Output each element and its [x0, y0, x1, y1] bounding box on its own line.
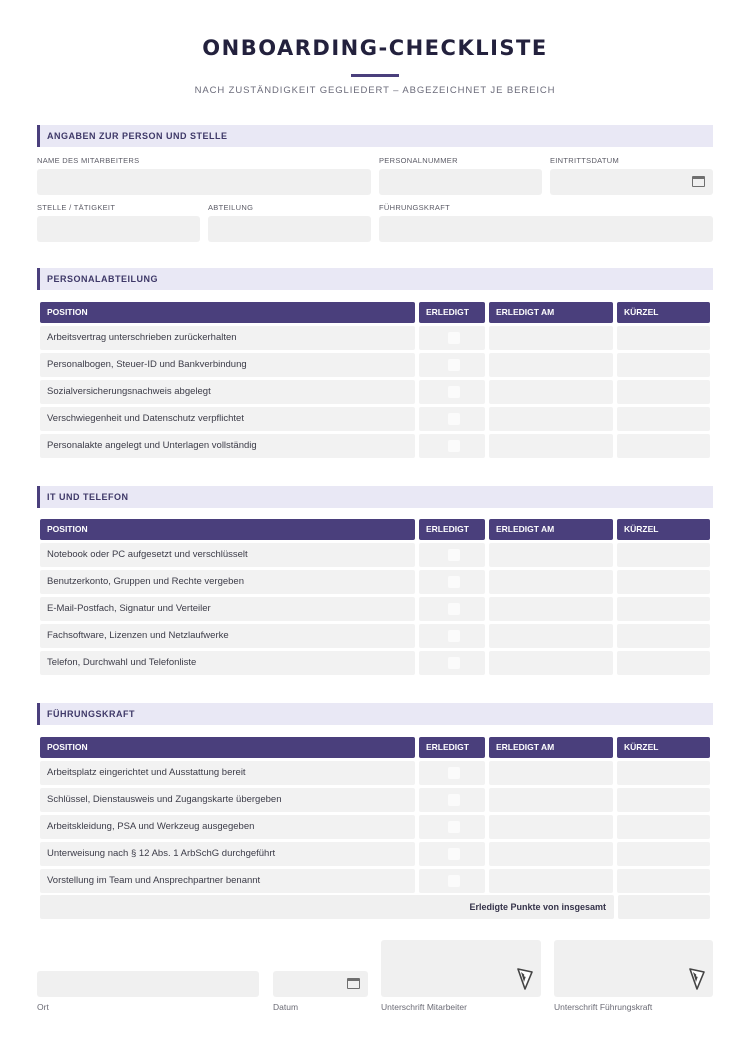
- calendar-icon[interactable]: [692, 176, 705, 187]
- done-cell: [419, 543, 485, 567]
- row-task: Arbeitsvertrag unterschrieben zurückerhalten: [40, 326, 415, 350]
- row-task: Notebook oder PC aufgesetzt und verschlüsselt: [40, 543, 415, 567]
- table-row: [40, 434, 710, 458]
- row-task: Fachsoftware, Lizenzen und Netzlaufwerke: [40, 624, 415, 648]
- done-on-field[interactable]: [489, 761, 613, 785]
- done-checkbox[interactable]: [448, 794, 460, 806]
- done-cell: [419, 788, 485, 812]
- initials-field[interactable]: [617, 869, 710, 893]
- done-cell: [419, 815, 485, 839]
- row-task: Telefon, Durchwahl und Telefonliste: [40, 651, 415, 675]
- done-cell: [419, 869, 485, 893]
- table-header: [40, 519, 710, 540]
- done-on-field[interactable]: [489, 624, 613, 648]
- row-task: Personalakte angelegt und Unterlagen vollständig: [40, 434, 415, 458]
- section-heading-it: IT UND TELEFON: [37, 486, 713, 508]
- initials-field[interactable]: [617, 761, 710, 785]
- col-initials: KÜRZEL: [617, 737, 710, 758]
- col-done-on: ERLEDIGT AM: [489, 737, 613, 758]
- done-checkbox[interactable]: [448, 821, 460, 833]
- col-done: ERLEDIGT: [419, 737, 485, 758]
- table-row: [40, 788, 710, 812]
- done-on-field[interactable]: [489, 788, 613, 812]
- initials-field[interactable]: [617, 624, 710, 648]
- col-done: ERLEDIGT: [419, 519, 485, 540]
- done-checkbox[interactable]: [448, 630, 460, 642]
- start-date-field[interactable]: [550, 169, 713, 195]
- row-task: Vorstellung im Team und Ansprechpartner benannt: [40, 869, 415, 893]
- done-checkbox[interactable]: [448, 413, 460, 425]
- col-done: ERLEDIGT: [419, 302, 485, 323]
- table-row: [40, 761, 710, 785]
- initials-field[interactable]: [617, 788, 710, 812]
- table-row: [40, 624, 710, 648]
- manager-signature-label: Unterschrift Führungskraft: [554, 1002, 653, 1012]
- done-cell: [419, 434, 485, 458]
- done-cell: [419, 326, 485, 350]
- done-on-field[interactable]: [489, 869, 613, 893]
- place-field[interactable]: [37, 971, 259, 997]
- table-row: [40, 543, 710, 567]
- employee-signature-label: Unterschrift Mitarbeiter: [381, 1002, 467, 1012]
- done-checkbox[interactable]: [448, 767, 460, 779]
- manager-checklist-table: [40, 737, 710, 892]
- place-label: Ort: [37, 1002, 49, 1012]
- position-label: STELLE / TÄTIGKEIT: [37, 203, 116, 212]
- done-on-field[interactable]: [489, 407, 613, 431]
- manager-label: FÜHRUNGSKRAFT: [379, 203, 450, 212]
- done-cell: [419, 407, 485, 431]
- initials-field[interactable]: [617, 815, 710, 839]
- row-task: Personalbogen, Steuer-ID und Bankverbindung: [40, 353, 415, 377]
- done-cell: [419, 842, 485, 866]
- table-row: [40, 353, 710, 377]
- initials-field[interactable]: [617, 570, 710, 594]
- done-on-field[interactable]: [489, 597, 613, 621]
- done-checkbox[interactable]: [448, 359, 460, 371]
- personnel-no-label: PERSONALNUMMER: [379, 156, 458, 165]
- done-checkbox[interactable]: [448, 657, 460, 669]
- done-cell: [419, 597, 485, 621]
- section-heading-person: ANGABEN ZUR PERSON UND STELLE: [37, 125, 713, 147]
- initials-field[interactable]: [617, 380, 710, 404]
- section-heading-manager: FÜHRUNGSKRAFT: [37, 703, 713, 725]
- done-cell: [419, 570, 485, 594]
- col-done-on: ERLEDIGT AM: [489, 302, 613, 323]
- done-on-field[interactable]: [489, 570, 613, 594]
- done-checkbox[interactable]: [448, 848, 460, 860]
- employee-name-field[interactable]: [37, 169, 371, 195]
- table-row: [40, 380, 710, 404]
- section-heading-hr: PERSONALABTEILUNG: [37, 268, 713, 290]
- table-row: [40, 326, 710, 350]
- done-cell: [419, 761, 485, 785]
- done-checkbox[interactable]: [448, 576, 460, 588]
- done-on-field[interactable]: [489, 353, 613, 377]
- done-on-field[interactable]: [489, 380, 613, 404]
- initials-field[interactable]: [617, 353, 710, 377]
- done-on-field[interactable]: [489, 434, 613, 458]
- done-checkbox[interactable]: [448, 332, 460, 344]
- it-checklist-table: [40, 519, 710, 674]
- done-on-field[interactable]: [489, 842, 613, 866]
- initials-field[interactable]: [617, 407, 710, 431]
- initials-field[interactable]: [617, 326, 710, 350]
- table-header: [40, 737, 710, 758]
- department-label: ABTEILUNG: [208, 203, 254, 212]
- row-task: Schlüssel, Dienstausweis und Zugangskarte übergeben: [40, 788, 415, 812]
- done-cell: [419, 651, 485, 675]
- initials-field[interactable]: [617, 543, 710, 567]
- done-checkbox[interactable]: [448, 549, 460, 561]
- total-label: Erledigte Punkte von insgesamt: [40, 895, 614, 919]
- done-cell: [419, 624, 485, 648]
- row-task: E-Mail-Postfach, Signatur und Verteiler: [40, 597, 415, 621]
- employee-signature-field[interactable]: [381, 940, 541, 997]
- done-on-field[interactable]: [489, 326, 613, 350]
- initials-field[interactable]: [617, 842, 710, 866]
- personnel-no-field[interactable]: [379, 169, 542, 195]
- page-title: ONBOARDING-CHECKLISTE: [202, 36, 548, 60]
- row-task: Verschwiegenheit und Datenschutz verpflichtet: [40, 407, 415, 431]
- position-field[interactable]: [37, 216, 200, 242]
- pen-icon: [517, 968, 533, 990]
- col-initials: KÜRZEL: [617, 519, 710, 540]
- manager-field[interactable]: [379, 216, 713, 242]
- start-date-label: EINTRITTSDATUM: [550, 156, 620, 165]
- row-task: Arbeitskleidung, PSA und Werkzeug ausgegeben: [40, 815, 415, 839]
- col-position: POSITION: [40, 737, 415, 758]
- table-row: [40, 407, 710, 431]
- table-row: [40, 570, 710, 594]
- initials-field[interactable]: [617, 651, 710, 675]
- done-checkbox[interactable]: [448, 440, 460, 452]
- hr-checklist-table: [40, 302, 710, 457]
- done-checkbox[interactable]: [448, 875, 460, 887]
- row-task: Unterweisung nach § 12 Abs. 1 ArbSchG durchgeführt: [40, 842, 415, 866]
- row-task: Arbeitsplatz eingerichtet und Ausstattung bereit: [40, 761, 415, 785]
- table-row: [40, 815, 710, 839]
- table-row: [40, 842, 710, 866]
- table-row: [40, 597, 710, 621]
- done-cell: [419, 380, 485, 404]
- page-subtitle: NACH ZUSTÄNDIGKEIT GEGLIEDERT – ABGEZEICHNET JE BEREICH: [194, 85, 556, 96]
- col-initials: KÜRZEL: [617, 302, 710, 323]
- pen-icon: [689, 968, 705, 990]
- done-on-field[interactable]: [489, 651, 613, 675]
- date-label: Datum: [273, 1002, 299, 1012]
- row-task: Sozialversicherungsnachweis abgelegt: [40, 380, 415, 404]
- done-on-field[interactable]: [489, 815, 613, 839]
- date-field[interactable]: [273, 971, 368, 997]
- department-field[interactable]: [208, 216, 371, 242]
- table-header: [40, 302, 710, 323]
- done-checkbox[interactable]: [448, 603, 460, 615]
- calendar-icon[interactable]: [347, 978, 360, 989]
- manager-signature-field[interactable]: [554, 940, 713, 997]
- title-rule: [351, 74, 399, 77]
- total-row: [40, 895, 710, 919]
- table-row: [40, 869, 710, 893]
- done-cell: [419, 353, 485, 377]
- name-label: NAME DES MITARBEITERS: [37, 156, 140, 165]
- done-checkbox[interactable]: [448, 386, 460, 398]
- table-row: [40, 651, 710, 675]
- row-task: Benutzerkonto, Gruppen und Rechte vergeben: [40, 570, 415, 594]
- initials-field[interactable]: [617, 597, 710, 621]
- col-position: POSITION: [40, 519, 415, 540]
- done-on-field[interactable]: [489, 543, 613, 567]
- col-position: POSITION: [40, 302, 415, 323]
- initials-field[interactable]: [617, 434, 710, 458]
- col-done-on: ERLEDIGT AM: [489, 519, 613, 540]
- total-field[interactable]: [618, 895, 710, 919]
